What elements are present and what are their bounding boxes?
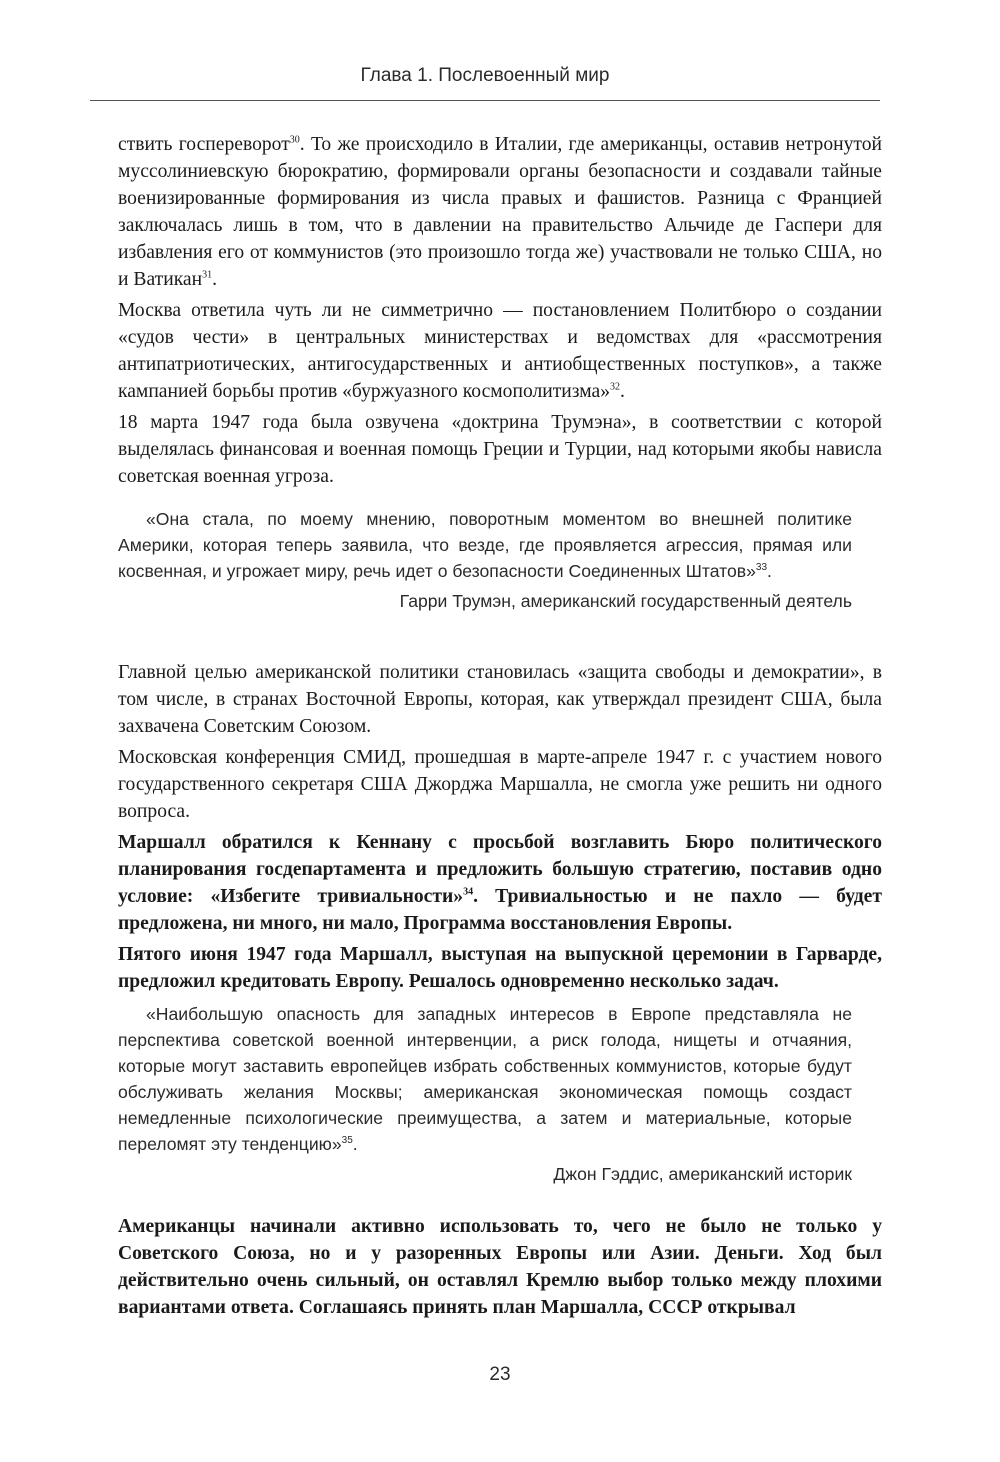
paragraph: Московская конференция СМИД, прошедшая в марте-апреле 1947 г. с участием нового государственного секретаря США Джорджа Маршалла, не смогла уже решить ни одного вопроса. [118, 747, 882, 822]
footnote-ref: 31 [202, 269, 213, 281]
running-header: Глава 1. Послевоенный мир [360, 65, 610, 86]
footnote-ref: 30 [289, 134, 300, 146]
paragraph: Американцы начинали активно использовать то, чего не было не только у Советского Союза, но и у разоренных Европы или Азии. Деньги. Ход был действительно очень сильный, он оставлял Кремлю выбор только между плохими вариантами ответа. Соглашаясь принять план Маршалла, СССР открывал [118, 1216, 882, 1318]
quote-text: «Наибольшую опасность для западных интересов в Европе представляла не перспектива советской военной интервенции, а риск голода, нищеты и отчаяния, которые могут заставить европейцев избрать собственных коммунистов, которые будут обслуживать желания Москвы; американская экономическая помощь создаст немедленные психологические преимущества, а затем и материальные, которые переломят эту тенденцию»$^{35}$. [118, 1004, 852, 1154]
footnote-ref: 34 [463, 886, 474, 898]
page-number: 23 [489, 1364, 511, 1385]
footnote-ref: 32 [610, 381, 621, 393]
text-block-2 [118, 659, 882, 999]
quote-author: Гарри Трумэн, американский государственный деятель [399, 591, 852, 611]
paragraph: Москва ответила чуть ли не симметрично — постановлением Политбюро о создании «судов чести» в центральных министерствах и ведомствах для «рассмотрения антипатриотических, антигосударственных и антиобщественных поступков», а также кампанией борьбы против «буржуазного космополитизма»$^{32}$. [118, 300, 882, 402]
header-divider [90, 100, 880, 101]
footnote-ref: 33 [755, 562, 768, 574]
quote-author: Джон Гэддис, американский историк [553, 1164, 852, 1184]
quote-text: «Она стала, по моему мнению, поворотным моментом во внешней политике Америки, которая теперь заявила, что везде, где проявляется агрессия, прямая или косвенная, и угрожает миру, речь идет о безопасности Соединенных Штатов»$^{33}$. [118, 509, 852, 581]
text-block-3 [118, 1213, 882, 1325]
paragraph: 18 марта 1947 года была озвучена «доктрина Трумэна», в соответствии с которой выделялась финансовая и военная помощь Греции и Турции, над которыми якобы нависла советская военная угроза. [118, 412, 882, 487]
text-block-1 [118, 131, 882, 494]
quote-truman [118, 506, 852, 614]
paragraph: ствить госпереворот$^{30}$. То же происходило в Италии, где американцы, оставив нетронутой муссолиниевскую бюрократию, формировали органы безопасности и создавали тайные военизированные формирования из числа правых и фашистов. Разница с Францией заключалась лишь в том, что в давлении на правительство Альчиде де Гаспери для избавления его от коммунистов (это произошло тогда же) участвовали не только США, но и Ватикан$^{31}$. [118, 134, 882, 290]
paragraph: Маршалл обратился к Кеннану с просьбой возглавить Бюро политического планирования госдепартамента и предложить большую стратегию, поставив одно условие: «Избегите тривиальности»$^{34}$. Тривиальностью и не пахло — будет предложена, ни много, ни мало, Программа восстановления Европы. [118, 832, 882, 934]
footnote-ref: 35 [341, 1135, 353, 1147]
quote-gaddis [118, 1001, 852, 1187]
paragraph: Пятого июня 1947 года Маршалл, выступая на выпускной церемонии в Гарварде, предложил кредитовать Европу. Решалось одновременно несколько задач. [118, 944, 882, 992]
paragraph: Главной целью американской политики становилась «защита свободы и демократии», в том числе, в странах Восточной Европы, которая, как утверждал президент США, была захвачена Советским Союзом. [118, 662, 882, 737]
